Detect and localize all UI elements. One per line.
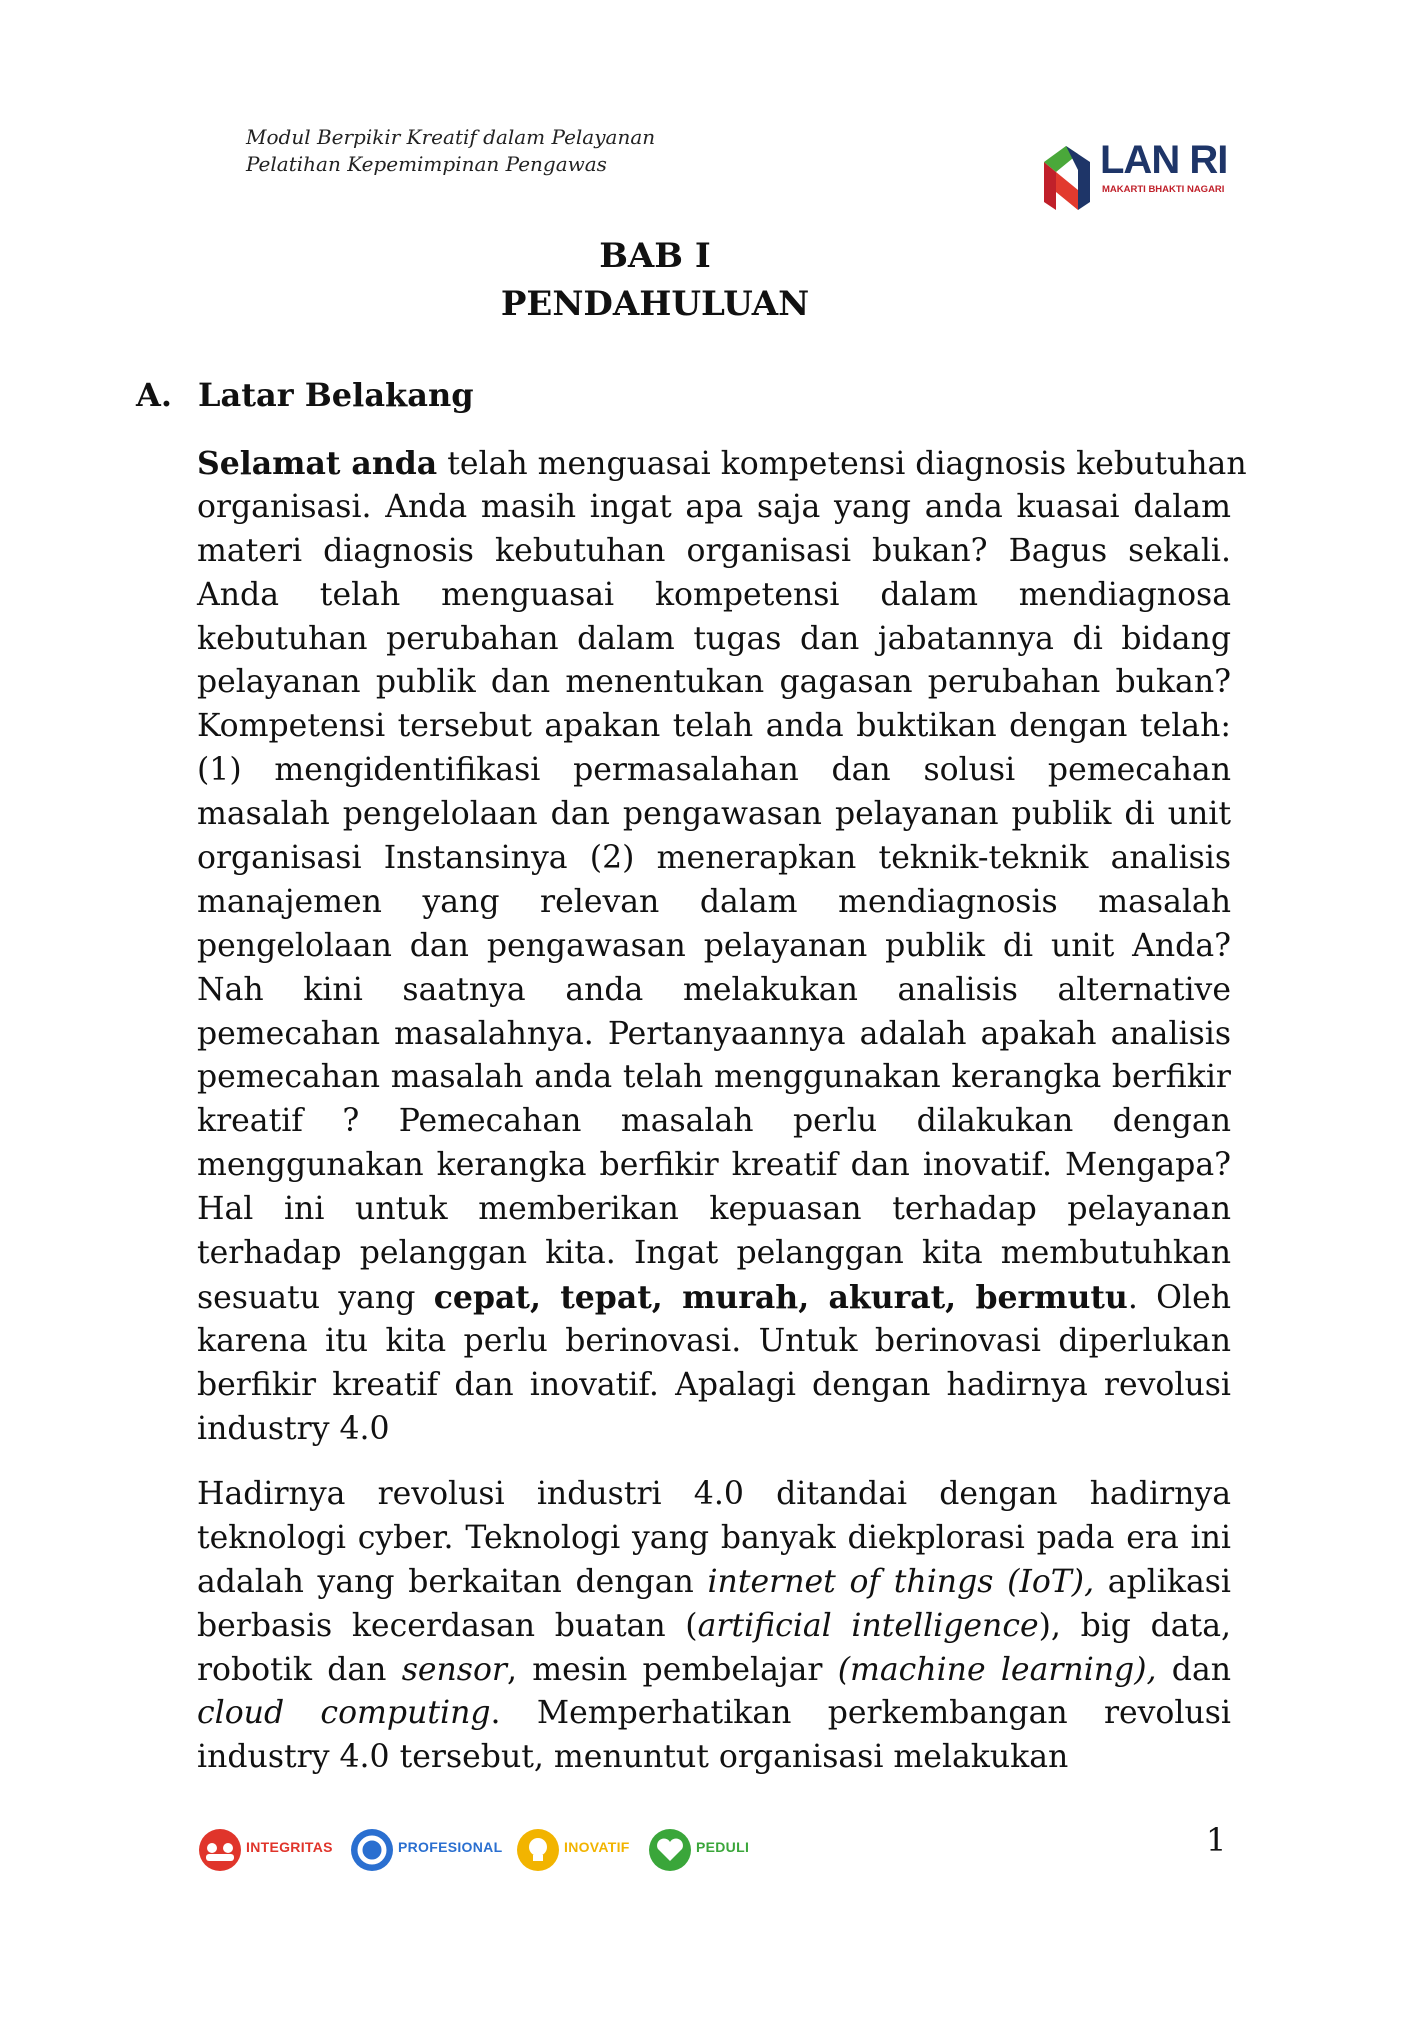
paragraph-line [197, 1320, 1231, 1364]
text-run: . Oleh [1127, 1279, 1232, 1316]
text-run: pelayanan publik dan menentukan gagasan perubahan bukan? [197, 664, 1231, 701]
paragraph-line [197, 530, 1231, 574]
paragraph-line [197, 1013, 1231, 1057]
text-run: Kompetensi tersebut apakan telah anda buktikan dengan telah: [197, 708, 1231, 745]
text-run: manajemen yang relevan dalam mendiagnosis masalah [197, 883, 1231, 920]
paragraph-line [197, 1473, 1231, 1517]
text-run: Nah kini saatnya anda melakukan analisis alternative [197, 971, 1231, 1008]
section-title: Latar Belakang [198, 376, 474, 414]
paragraph-line [197, 618, 1231, 662]
paragraph-line [197, 1649, 1231, 1693]
text-run: organisasi. Anda masih ingat apa saja yang anda kuasai dalam [197, 488, 1231, 525]
paragraph-line [197, 1232, 1231, 1276]
emphasis-italic: (machine learning), [837, 1651, 1157, 1688]
text-run: terhadap pelanggan kita. Ingat pelanggan kita membutuhkan [197, 1235, 1231, 1272]
text-run: pemecahan masalah anda telah menggunakan kerangka berfikir [197, 1059, 1231, 1096]
section-number: A. [136, 376, 172, 414]
core-values-footer [196, 1826, 776, 1874]
paragraph-intro [197, 442, 1247, 1451]
running-header [246, 124, 655, 178]
integritas-icon [196, 1826, 244, 1874]
paragraph-line [197, 1736, 1231, 1780]
paragraph-line [197, 1561, 1231, 1605]
text-run: Hadirnya revolusi industri 4.0 ditandai dengan hadirnya [197, 1476, 1231, 1512]
lan-ri-logo [1036, 132, 1236, 218]
chapter-title: PENDAHULUAN [500, 284, 810, 324]
text-run: dan [1156, 1651, 1232, 1688]
text-run: masalah pengelolaan dan pengawasan pelayanan publik di unit [197, 796, 1231, 833]
page-number: 1 [1206, 1821, 1227, 1859]
lan-ri-emblem-icon [1036, 132, 1098, 216]
emphasis-italic: sensor [401, 1651, 507, 1688]
paragraph-line [197, 1100, 1231, 1144]
text-run: organisasi Instansinya (2) menerapkan teknik-teknik analisis [197, 840, 1231, 877]
text-run: kreatif ? Pemecahan masalah perlu dilakukan dengan [197, 1103, 1231, 1140]
text-run: ), big data, [1038, 1607, 1231, 1644]
text-run: adalah yang berkaitan dengan [197, 1563, 708, 1600]
section-heading [136, 373, 474, 417]
paragraph-line [197, 837, 1231, 881]
text-run: materi diagnosis kebutuhan organisasi bukan? Bagus sekali. [197, 532, 1231, 569]
logo-tagline: MAKARTI BHAKTI NAGARI [1102, 184, 1225, 195]
paragraph-line [197, 881, 1231, 925]
text-run: industry 4.0 [197, 1410, 390, 1447]
text-run: pengelolaan dan pengawasan pelayanan publik di unit Anda? [197, 927, 1231, 964]
text-run: (1) mengidentifikasi permasalahan dan solusi pemecahan [197, 752, 1231, 789]
paragraph-line [197, 1144, 1231, 1188]
emphasis-italic: cloud computing [197, 1695, 491, 1732]
text-run: telah menguasai kompetensi diagnosis kebutuhan [437, 446, 1247, 482]
text-run: teknologi cyber. Teknologi yang banyak diekplorasi pada era ini [197, 1519, 1231, 1556]
paragraph-line [197, 1605, 1231, 1649]
paragraph-line [197, 749, 1231, 793]
paragraph-line [197, 969, 1231, 1013]
paragraph-line [197, 1056, 1231, 1100]
text-run: Anda telah menguasai kompetensi dalam mendiagnosa [197, 576, 1231, 613]
paragraph-line [197, 705, 1231, 749]
paragraph-line [197, 1408, 1231, 1452]
paragraph-industry-4 [197, 1473, 1231, 1780]
text-run: berbasis kecerdasan buatan ( [197, 1607, 698, 1644]
paragraph-line [197, 661, 1231, 705]
value-label-inovatif: INOVATIF [564, 1839, 630, 1855]
paragraph-line [197, 925, 1231, 969]
text-run: . Memperhatikan perkembangan revolusi [490, 1695, 1232, 1732]
text-run: , mesin pembelajar [507, 1651, 838, 1688]
text-run: industry 4.0 tersebut, menuntut organisasi melakukan [197, 1739, 1069, 1776]
text-run: karena itu kita perlu berinovasi. Untuk berinovasi diperlukan [197, 1322, 1231, 1359]
paragraph-line [197, 793, 1231, 837]
text-run: Hal ini untuk memberikan kepuasan terhadap pelayanan [197, 1191, 1231, 1228]
running-title-module: Modul Berpikir Kreatif dalam Pelayanan [246, 125, 656, 149]
value-label-integritas: INTEGRITAS [246, 1839, 333, 1855]
paragraph-line [197, 486, 1231, 530]
paragraph-line [197, 1692, 1231, 1736]
inovatif-bulb-icon [514, 1826, 562, 1874]
emphasis-bold: Selamat anda [197, 445, 438, 482]
text-run: menggunakan kerangka berfikir kreatif dan inovatif. Mengapa? [197, 1147, 1231, 1184]
emphasis-italic: artificial intelligence [697, 1607, 1039, 1644]
paragraph-line [197, 1517, 1231, 1561]
profesional-icon [348, 1826, 396, 1874]
text-run: aplikasi [1094, 1563, 1231, 1600]
text-run: robotik dan [197, 1651, 402, 1688]
paragraph-line [197, 574, 1231, 618]
text-run: kebutuhan perubahan dalam tugas dan jabatannya di bidang [197, 620, 1231, 657]
chapter-number: BAB I [599, 236, 711, 276]
peduli-heart-icon [646, 1826, 694, 1874]
emphasis-bold: cepat, tepat, murah, akurat, bermutu [433, 1278, 1128, 1316]
value-label-profesional: PROFESIONAL [398, 1839, 503, 1855]
text-run: pemecahan masalahnya. Pertanyaannya adalah apakah analisis [197, 1015, 1231, 1052]
emphasis-italic: internet of things (IoT), [707, 1563, 1095, 1600]
text-run: berfikir kreatif dan inovatif. Apalagi dengan hadirnya revolusi [197, 1366, 1231, 1403]
paragraph-line [197, 442, 1247, 486]
running-title-training: Pelatihan Kepemimpinan Pengawas [246, 152, 607, 176]
paragraph-line [197, 1276, 1231, 1320]
paragraph-line [197, 1188, 1231, 1232]
logo-name: LAN RI [1100, 138, 1228, 182]
text-run: sesuatu yang [197, 1279, 434, 1316]
paragraph-line [197, 1364, 1231, 1408]
value-label-peduli: PEDULI [696, 1839, 750, 1855]
